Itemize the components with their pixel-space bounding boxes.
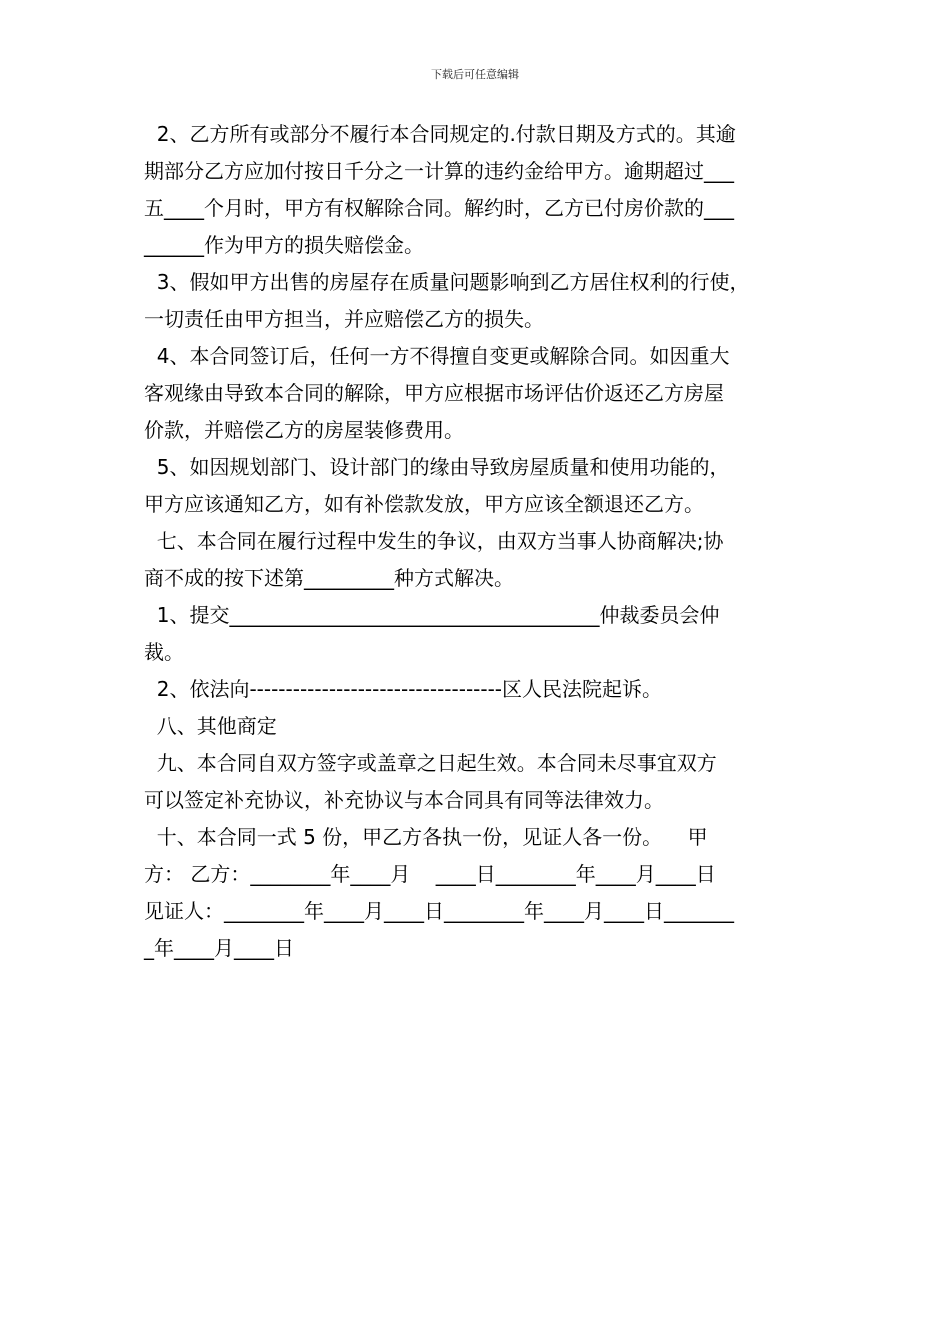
paragraph-line: 5、如因规划部门、设计部门的缘由导致房屋质量和使用功能的， [144,455,730,479]
paragraph-line: 期部分乙方应加付按日千分之一计算的违约金给甲方。逾期超过___ [144,159,734,183]
paragraph-line: 4、本合同签订后，任何一方不得擅自变更或解除合同。如因重大 [144,344,730,368]
page-header: 下载后可任意编辑 [431,68,519,81]
paragraph-line: 十、本合同一式 5 份，甲乙方各执一份，见证人各一份。 甲 [144,825,708,849]
paragraph-line: ______作为甲方的损失赔偿金。 [144,233,424,257]
paragraph-line: 五____个月时，甲方有权解除合同。解约时，乙方已付房价款的___ [144,196,734,220]
paragraph-line: 一切责任由甲方担当，并应赔偿乙方的损失。 [144,307,544,331]
paragraph-line: 客观缘由导致本合同的解除，甲方应根据市场评估价返还乙方房屋 [144,381,724,405]
signature-line: 方： 乙方：________年____月 ____日________年____月____日 [144,862,716,886]
paragraph-line: 3、假如甲方出售的房屋存在质量问题影响到乙方居住权利的行使， [144,270,750,294]
paragraph-line: 2、乙方所有或部分不履行本合同规定的.付款日期及方式的。其逾 [144,122,736,146]
paragraph-line: 可以签定补充协议，补充协议与本合同具有同等法律效力。 [144,788,664,812]
paragraph-line: 2、依法向-----------------------------------区人民法院起诉。 [144,677,663,701]
contract-body [144,116,810,967]
paragraph-line: 七、本合同在履行过程中发生的争议，由双方当事人协商解决;协 [144,529,724,553]
paragraph-line: 九、本合同自双方签字或盖章之日起生效。本合同未尽事宜双方 [144,751,717,775]
paragraph-line: 商不成的按下述第_________种方式解决。 [144,566,514,590]
signature-line: _年____月____日 [144,936,294,960]
paragraph-line: 1、提交_____________________________________仲裁委员会仲 [144,603,720,627]
signature-line: 见证人：________年____月____日________年____月____日_______ [144,899,734,923]
paragraph-line: 裁。 [144,640,184,664]
paragraph-line: 八、其他商定 [144,714,277,738]
paragraph-line: 价款，并赔偿乙方的房屋装修费用。 [144,418,464,442]
paragraph-line: 甲方应该通知乙方，如有补偿款发放，甲方应该全额退还乙方。 [144,492,704,516]
